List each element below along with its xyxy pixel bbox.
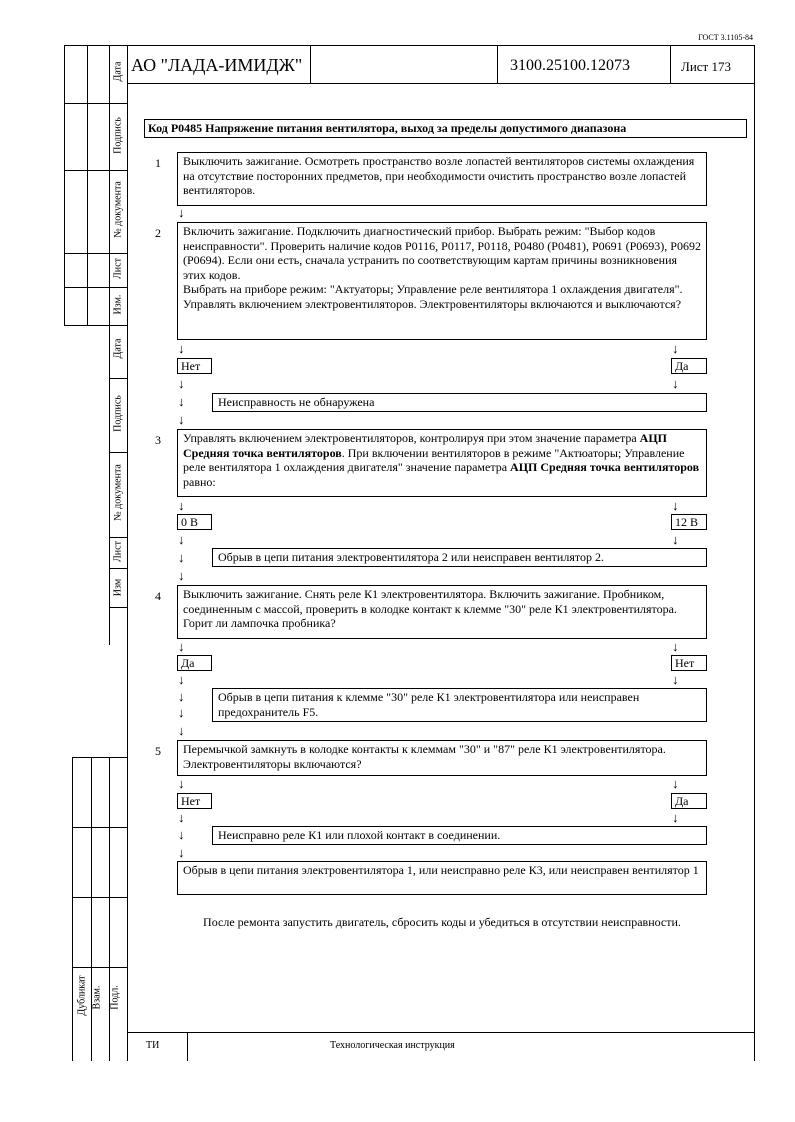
stamp-label-change-2: Изм — [112, 578, 124, 597]
section-title — [144, 119, 747, 138]
step-4-result: Обрыв в цепи питания к клемме "30" реле К1 электровентилятора или неисправен предохранитель F5. — [212, 688, 707, 722]
arrow-5-yes: ↓ — [672, 776, 679, 791]
footer-divider — [187, 1032, 188, 1061]
step-4-right: Нет — [671, 655, 707, 671]
arrow-5-no-down: ↓ — [178, 810, 185, 825]
footer-note: После ремонта запустить двигатель, сбросить коды и убедиться в отсутствии неисправности. — [203, 915, 681, 929]
stamp-mid-row-5 — [109, 607, 128, 608]
arrow-2-to-result: ↓ — [178, 394, 185, 409]
doc-number: 3100.25100.12073 — [510, 57, 630, 74]
arrow-1-2: ↓ — [178, 205, 185, 220]
step-3-bold-2: АЦП Средняя точка вентиляторов — [510, 460, 700, 474]
arrow-4-to-result-a: ↓ — [178, 689, 185, 704]
arrow-3-to-result: ↓ — [178, 550, 185, 565]
header-divider-3 — [670, 45, 671, 84]
arrow-2-yes: ↓ — [672, 341, 679, 356]
stamp-mid-row-1 — [109, 378, 128, 379]
stamp-label-original: Подл. — [109, 985, 121, 1010]
step-1-box — [177, 152, 707, 206]
step-1-text: Выключить зажигание. Осмотреть пространство возле лопастей вентиляторов системы охлаждения на отсутствие посторонних предметов, при необходимости очистить пространство возле лопастей вентиляторов. — [183, 154, 695, 197]
step-4-text: Выключить зажигание. Снять реле К1 электровентилятора. Включить зажигание. Пробником, соединенным с массой, проверить в колодке контакт к клемме "30" реле К1 электровентилятора. Горит ли лампочка пробника? — [183, 587, 677, 630]
step-3-text-c: равно: — [183, 474, 216, 489]
step-2-no: Нет — [177, 358, 212, 374]
step-3-number: 3 — [155, 433, 161, 447]
step-3-left: 0 В — [177, 514, 212, 530]
arrow-5-no: ↓ — [178, 776, 185, 791]
arrow-3-right: ↓ — [672, 498, 679, 513]
header-divider-2 — [497, 45, 498, 84]
stamp-bot-col-1 — [72, 757, 73, 1061]
step-3-right: 12 В — [671, 514, 707, 530]
stamp-label-sheet-2: Лист — [112, 541, 124, 562]
arrow-2-no-down: ↓ — [178, 376, 185, 391]
step-3-bold-1: АЦП Средняя точка вентиляторов — [183, 431, 668, 460]
step-4-box — [177, 585, 707, 639]
frame-right — [754, 45, 755, 1061]
step-2-text-2: Выбрать на приборе режим: "Актуаторы; Управление реле вентилятора 1 охлаждения двигателя". Управлять включением электровентиляторов. Электровентиляторы включаются и выключаются? — [183, 282, 683, 311]
stamp-col-3 — [109, 45, 110, 645]
step-5-yes: Да — [671, 793, 707, 809]
arrow-4-left: ↓ — [178, 639, 185, 654]
frame-left — [127, 45, 128, 1061]
stamp-label-replace: Взам. — [91, 985, 103, 1010]
gost-label: ГОСТ 3.1105-84 — [698, 33, 753, 42]
stamp-col-1 — [64, 45, 65, 325]
stamp-label-docnum-2: № документа — [112, 464, 124, 521]
stamp-label-docnum-1: № документа — [112, 181, 124, 238]
step-4-left: Да — [177, 655, 212, 671]
step-2-text-1: Включить зажигание. Подключить диагностический прибор. Выбрать режим: "Выбор кодов неисправности". Проверить наличие кодов P0116, P0117, P0118, P0480 (P0481), P0691 (P0693), P0692 (P0694). Если они есть, сначала устранить по соответствующим картам причины возникновения этих кодов. — [183, 224, 701, 282]
arrow-2-no: ↓ — [178, 341, 185, 356]
stamp-row-5 — [64, 325, 128, 326]
step-5-no: Нет — [177, 793, 212, 809]
step-3-box — [177, 429, 707, 497]
stamp-label-date-1: Дата — [112, 61, 124, 82]
section-title-text: Код P0485 Напряжение питания вентилятора, выход за пределы допустимого диапазона — [148, 121, 627, 135]
step-5-number: 5 — [155, 744, 161, 758]
arrow-4-left-down: ↓ — [178, 672, 185, 687]
stamp-bot-row-1 — [72, 827, 128, 828]
footer-code: ТИ — [146, 1040, 160, 1051]
header-bottom — [127, 83, 755, 84]
step-2-number: 2 — [155, 226, 161, 240]
company-name: АО "ЛАДА-ИМИДЖ" — [131, 55, 303, 75]
arrow-4-5: ↓ — [178, 723, 185, 738]
step-3-text-a: Управлять включением электровентиляторов, контролируя при этом значение параметра — [183, 431, 640, 445]
arrow-4-right-down: ↓ — [672, 672, 679, 687]
stamp-label-change-1: Изм. — [112, 294, 124, 315]
stamp-row-1 — [64, 103, 128, 104]
sheet-number: Лист 173 — [681, 59, 731, 74]
step-3-result: Обрыв в цепи питания электровентилятора 2 или неисправен вентилятор 2. — [212, 548, 707, 567]
arrow-5-to-result: ↓ — [178, 827, 185, 842]
step-1-number: 1 — [155, 156, 161, 170]
arrow-3-left-down: ↓ — [178, 532, 185, 547]
stamp-label-sign-1: Подпись — [112, 117, 124, 154]
arrow-2-3: ↓ — [178, 412, 185, 427]
arrow-3-left: ↓ — [178, 498, 185, 513]
step-5-text: Перемычкой замкнуть в колодке контакты к клеммам "30" и "87" реле К1 электровентилятора. Электровентиляторы включаются? — [183, 742, 666, 771]
stamp-label-date-2: Дата — [112, 338, 124, 359]
stamp-label-duplicate: Дубликат — [76, 975, 88, 1016]
stamp-col-2 — [87, 45, 88, 325]
step-2-yes: Да — [671, 358, 707, 374]
arrow-4-right: ↓ — [672, 639, 679, 654]
stamp-bot-row-2 — [72, 897, 128, 898]
step-5-result: Неисправно реле К1 или плохой контакт в соединении. — [212, 826, 707, 845]
arrow-3-right-down: ↓ — [672, 532, 679, 547]
arrow-5-yes-down: ↓ — [672, 810, 679, 825]
arrow-3-4: ↓ — [178, 568, 185, 583]
step-5-final: Обрыв в цепи питания электровентилятора 1, или неисправно реле К3, или неисправен вентилятор 1 — [177, 861, 707, 895]
frame-top — [64, 45, 755, 46]
arrow-5-final: ↓ — [178, 845, 185, 860]
stamp-bot-row-0 — [72, 757, 128, 758]
header-divider-1 — [310, 45, 311, 84]
arrow-4-to-result-b: ↓ — [178, 705, 185, 720]
step-2-result: Неисправность не обнаружена — [212, 393, 707, 412]
footer-top — [127, 1032, 755, 1033]
step-3-text-b: . При включении вентиляторов в режиме "Актюаторы; Управление реле вентилятора 1 охлаждения двигателя" значение параметра — [183, 445, 685, 474]
step-4-number: 4 — [155, 589, 161, 603]
arrow-2-yes-down: ↓ — [672, 376, 679, 391]
footer-doc-name: Технологическая инструкция — [330, 1040, 455, 1051]
step-5-box — [177, 740, 707, 776]
stamp-label-sheet-1: Лист — [112, 258, 124, 279]
step-2-box — [177, 222, 707, 340]
stamp-label-sign-2: Подпись — [112, 395, 124, 432]
